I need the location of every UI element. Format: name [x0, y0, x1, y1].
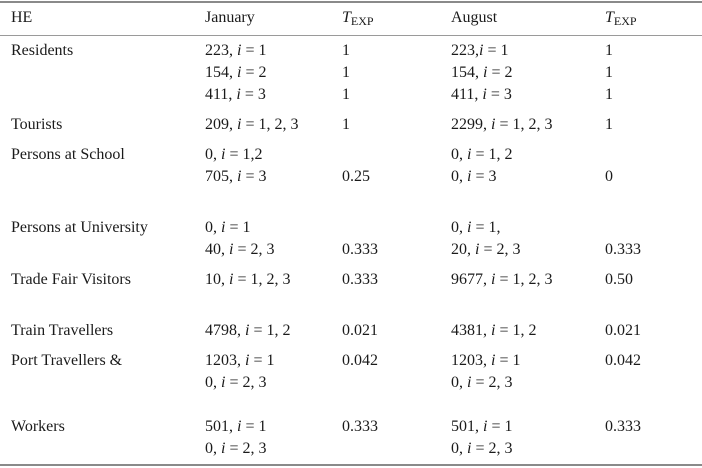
header-he: HE: [11, 9, 33, 26]
cell-texp-january: [342, 115, 350, 137]
cell-august: [451, 41, 512, 107]
cell-january-line: 40, i = 2, 3: [205, 241, 275, 258]
cell-texp-august-line: 0.021: [605, 322, 641, 339]
header-january: January: [205, 9, 255, 26]
cell-january: [205, 351, 274, 395]
cell-august-line: 1203, i = 1: [451, 352, 521, 369]
cell-texp-august: [605, 321, 641, 343]
cell-august-line: 9677, i = 1, 2, 3: [451, 271, 553, 288]
row-label: Port Travellers &: [11, 352, 123, 369]
cell-texp-january: [342, 270, 378, 292]
cell-january-line: 411, i = 3: [205, 86, 266, 103]
cell-january: [205, 41, 266, 107]
cell-texp-august-line: 0: [605, 168, 613, 185]
header-texp-january: $T_{EXP}$: [342, 9, 374, 28]
cell-texp-august-line: [605, 218, 641, 240]
cell-january-line: 1203, i = 1: [205, 352, 275, 369]
cell-january-line: 0, i = 2, 3: [205, 440, 267, 457]
cell-january-line: 209, i = 1, 2, 3: [205, 116, 299, 133]
cell-august-line: 154, i = 2: [451, 64, 513, 81]
cell-texp-august-line: 0.50: [605, 271, 633, 288]
cell-january-line: 0, i = 1,2: [205, 146, 263, 163]
cell-texp-january-line: 0.25: [342, 168, 370, 185]
cell-texp-august: [605, 115, 613, 137]
cell-texp-january-line: 0.042: [342, 352, 378, 369]
cell-texp-january-line: 0.021: [342, 322, 378, 339]
cell-august: [451, 115, 552, 137]
header-august: August: [451, 9, 498, 26]
cell-january: [205, 115, 298, 137]
cell-january-line: 705, i = 3: [205, 168, 267, 185]
cell-texp-january-line: 1: [342, 116, 350, 133]
cell-august-line: 501, i = 1: [451, 418, 513, 435]
cell-texp-january-line: [342, 145, 370, 167]
cell-august: [451, 321, 536, 343]
cell-january: [205, 270, 290, 292]
cell-august-line: 0, i = 1, 2: [451, 146, 513, 163]
cell-texp-january-line: 0.333: [342, 271, 378, 288]
cell-august-line: 20, i = 2, 3: [451, 241, 521, 258]
cell-texp-january: [342, 417, 378, 439]
table-top-rule: [0, 1, 702, 3]
cell-january: [205, 321, 290, 343]
cell-texp-august-line: 1: [605, 116, 613, 133]
cell-texp-august: [605, 417, 641, 439]
cell-august-line: 0, i = 1,: [451, 219, 501, 236]
row-label: Residents: [11, 42, 74, 59]
cell-august-line: 2299, i = 1, 2, 3: [451, 116, 553, 133]
cell-january-line: 0, i = 1: [205, 219, 251, 236]
cell-texp-january-line: 1: [342, 64, 350, 81]
cell-texp-january: [342, 321, 378, 343]
row-label: Workers: [11, 418, 65, 435]
header-texp-august: $T_{EXP}$: [605, 9, 637, 28]
cell-texp-august-line: 0.042: [605, 352, 641, 369]
cell-january-line: 0, i = 2, 3: [205, 374, 267, 391]
cell-august-line: 0, i = 2, 3: [451, 440, 513, 457]
cell-august: [451, 417, 512, 461]
row-label: Persons at School: [11, 146, 125, 163]
cell-august-line: 0, i = 3: [451, 168, 497, 185]
cell-texp-january-line: 0.333: [342, 418, 378, 435]
cell-texp-august-line: 0.333: [605, 241, 641, 258]
cell-texp-january-line: 0.333: [342, 241, 378, 258]
cell-texp-august-line: [605, 145, 613, 167]
cell-texp-january: [342, 145, 370, 189]
table-header-rule: [0, 35, 702, 36]
cell-january-line: 223, i = 1: [205, 42, 267, 59]
table-bottom-rule: [0, 464, 702, 466]
cell-texp-january: [342, 351, 378, 373]
cell-texp-august-line: 0.333: [605, 418, 641, 435]
cell-january-line: 154, i = 2: [205, 64, 267, 81]
cell-texp-january-line: 1: [342, 86, 350, 103]
cell-texp-august: [605, 218, 641, 262]
cell-january-line: 501, i = 1: [205, 418, 267, 435]
row-label: Persons at University: [11, 219, 148, 236]
cell-texp-january-line: [342, 218, 378, 240]
cell-january-line: 4798, i = 1, 2: [205, 322, 291, 339]
cell-august-line: 411, i = 3: [451, 86, 512, 103]
cell-january: [205, 417, 266, 461]
row-label: Trade Fair Visitors: [11, 271, 131, 288]
cell-august: [451, 218, 520, 262]
row-label: Train Travellers: [11, 322, 114, 339]
cell-texp-august: [605, 41, 613, 107]
cell-texp-january-line: 1: [342, 42, 350, 59]
cell-texp-august: [605, 351, 641, 373]
cell-august: [451, 270, 552, 292]
cell-august: [451, 351, 520, 395]
cell-texp-august-line: 1: [605, 86, 613, 103]
row-label: Tourists: [11, 116, 63, 133]
cell-august: [451, 145, 512, 189]
cell-january: [205, 218, 274, 262]
cell-texp-august: [605, 145, 613, 189]
cell-texp-august: [605, 270, 633, 292]
cell-august-line: 4381, i = 1, 2: [451, 322, 537, 339]
cell-january: [205, 145, 266, 189]
cell-august-line: 223,i = 1: [451, 42, 509, 59]
cell-august-line: 0, i = 2, 3: [451, 374, 513, 391]
cell-january-line: 10, i = 1, 2, 3: [205, 271, 291, 288]
cell-texp-august-line: 1: [605, 64, 613, 81]
cell-texp-august-line: 1: [605, 42, 613, 59]
cell-texp-january: [342, 218, 378, 262]
cell-texp-january: [342, 41, 350, 107]
